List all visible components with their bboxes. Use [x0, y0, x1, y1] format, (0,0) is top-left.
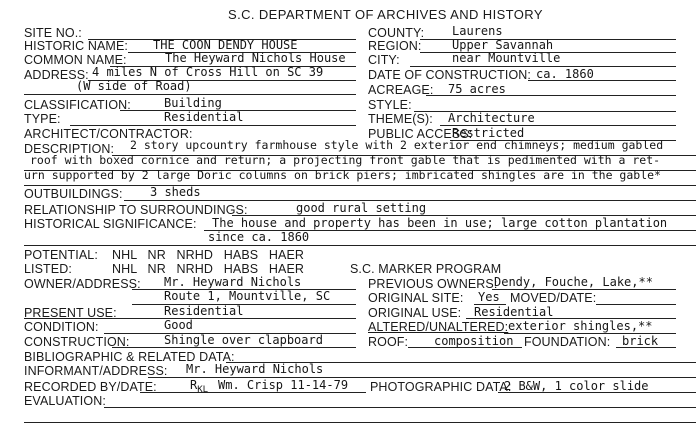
significance-line2: since ca. 1860 [208, 230, 310, 244]
architect-label: ARCHITECT/CONTRACTOR: [24, 127, 193, 141]
foundation-value: brick [622, 334, 659, 348]
photographic-label: PHOTOGRAPHIC DATA: [370, 380, 512, 394]
recorded-by-line [140, 392, 366, 393]
description-rule3 [24, 185, 696, 186]
evaluation-rule1 [104, 407, 696, 408]
description-line3: urn supported by 2 large Doric columns on brick piers; imbricated shingles are in the gable* [24, 168, 661, 182]
moved-date-line [596, 304, 676, 305]
address-value-line1: 4 miles N of Cross Hill on SC 39 [92, 65, 324, 79]
moved-date-label: MOVED/DATE: [510, 291, 597, 305]
style-label: STYLE: [368, 98, 412, 112]
themes-label: THEME(S): [368, 112, 433, 126]
county-value: Laurens [452, 24, 503, 38]
acreage-value: 75 acres [448, 82, 506, 96]
type-label: TYPE: [24, 112, 61, 126]
common-name-label: COMMON NAME: [24, 53, 127, 67]
description-label: DESCRIPTION: [24, 142, 115, 156]
acreage-line [426, 95, 676, 96]
outbuildings-value: 3 sheds [150, 185, 201, 199]
acreage-label: ACREAGE: [368, 83, 434, 97]
roof-label: ROOF: [368, 335, 409, 349]
photographic-value: 2 B&W, 1 color slide [504, 379, 649, 393]
altered-value: exterior shingles,** [508, 319, 653, 333]
description-line2: roof with boxed cornice and return; a projecting front gable that is pedimented with a ret- [30, 153, 661, 167]
recorded-by-initials-sub: KL [197, 385, 209, 395]
outbuildings-label: OUTBUILDINGS: [24, 187, 123, 201]
public-access-label: PUBLIC ACCESS: [368, 127, 473, 141]
relationship-label: RELATIONSHIP TO SURROUNDINGS: [24, 203, 248, 217]
date-construction-value: ca. 1860 [536, 67, 594, 81]
potential-options: NHL NR NRHD HABS HAER [112, 248, 305, 262]
form-header: S.C. DEPARTMENT OF ARCHIVES AND HISTORY [228, 7, 543, 22]
region-value: Upper Savannah [452, 38, 554, 52]
significance-label: HISTORICAL SIGNIFICANCE: [24, 217, 197, 231]
original-use-label: ORIGINAL USE: [368, 306, 462, 320]
condition-label: CONDITION: [24, 320, 99, 334]
previous-owners-label: PREVIOUS OWNERS: [368, 277, 498, 291]
construction-line [112, 347, 356, 348]
address-label: ADDRESS: [24, 68, 89, 82]
date-construction-line [528, 80, 676, 81]
recorded-by-value: Wm. Crisp 11-14-79 [218, 378, 349, 392]
description-line1: 2 story upcountry farmhouse style with 2 exterior end chimneys; medium gabled [130, 138, 664, 152]
present-use-label: PRESENT USE: [24, 306, 117, 320]
evaluation-rule2 [24, 422, 696, 423]
evaluation-label: EVALUATION: [24, 394, 106, 408]
previous-owners-value: Dendy, Fouche, Lake,** [494, 275, 653, 289]
historic-name-value: THE COON DENDY HOUSE [153, 38, 298, 52]
listed-options: NHL NR NRHD HABS HAER [112, 262, 305, 276]
original-site-value: Yes [478, 290, 500, 304]
owner-value-line1: Mr. Heyward Nichols [164, 275, 302, 289]
photographic-line [498, 392, 696, 393]
construction-value: Shingle over clapboard [164, 333, 323, 347]
informant-value: Mr. Heyward Nichols [186, 362, 324, 376]
classification-value: Building [164, 96, 222, 110]
foundation-label: FOUNDATION: [524, 335, 611, 349]
themes-value: Architecture [448, 111, 535, 125]
address-line2 [24, 94, 356, 95]
relationship-value: good rural setting [296, 201, 427, 215]
roof-line [408, 347, 522, 348]
condition-value: Good [164, 318, 193, 332]
site-no-label: SITE NO.: [24, 26, 82, 40]
original-use-value: Residential [474, 305, 554, 319]
owner-value-line2: Route 1, Mountville, SC [164, 289, 331, 303]
classification-label: CLASSIFICATION: [24, 98, 131, 112]
marker-program-label: S.C. MARKER PROGRAM [350, 262, 502, 276]
recorded-by-initials-r: R [190, 378, 198, 392]
foundation-line [616, 347, 676, 348]
recorded-by-label: RECORDED BY/DATE: [24, 380, 157, 394]
potential-label: POTENTIAL: [24, 248, 98, 262]
type-value: Residential [164, 110, 244, 124]
altered-label: ALTERED/UNALTERED: [368, 320, 509, 334]
bibliographic-label: BIBLIOGRAPHIC & RELATED DATA: [24, 350, 235, 364]
city-label: CITY: [368, 53, 400, 67]
address-value-line2: (W side of Road) [76, 79, 192, 93]
public-access-value: Restricted [452, 126, 525, 140]
historic-name-label: HISTORIC NAME: [24, 39, 128, 53]
informant-label: INFORMANT/ADDRESS: [24, 364, 168, 378]
significance-line1: The house and property has been in use; large cotton plantation [212, 216, 668, 230]
roof-value: composition [434, 334, 514, 348]
listed-label: LISTED: [24, 262, 72, 276]
common-name-value: The Heyward Nichols House [165, 51, 346, 65]
present-use-value: Residential [164, 304, 244, 318]
owner-label: OWNER/ADDRESS: [24, 277, 141, 291]
present-use-line [112, 318, 356, 319]
significance-rule2 [24, 245, 696, 246]
type-line [70, 125, 356, 126]
previous-owners-line [492, 289, 676, 290]
date-construction-label: DATE OF CONSTRUCTION: [368, 68, 531, 82]
construction-label: CONSTRUCTION: [24, 335, 130, 349]
city-value: near Mountville [452, 51, 561, 65]
original-site-label: ORIGINAL SITE: [368, 291, 464, 305]
county-label: COUNTY: [368, 26, 425, 40]
region-label: REGION: [368, 39, 422, 53]
